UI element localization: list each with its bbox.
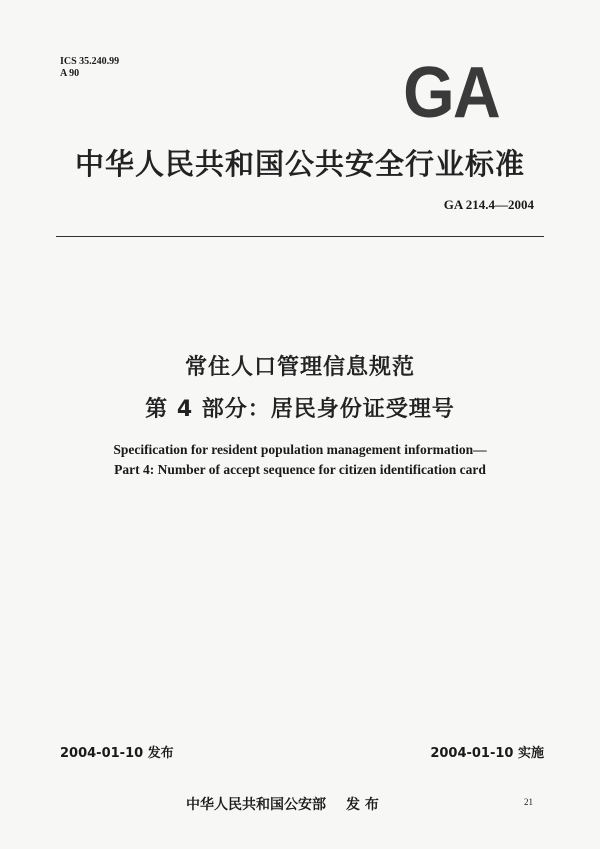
ga-logo — [392, 53, 510, 133]
page-number: 21 — [524, 797, 533, 807]
ga-logo-text: GA — [403, 53, 499, 133]
ccs-code: A 90 — [60, 68, 80, 79]
title-chinese-line1: 常住人口管理信息规范 — [184, 355, 415, 380]
standard-number: GA 214.4—2004 — [443, 197, 534, 212]
implementation-date: 2004-01-10 实施 — [430, 746, 544, 761]
title-english-line1: Specification for resident population management information— — [113, 442, 487, 457]
title-english-line2: Part 4: Number of accept sequence for citizen identification card — [114, 462, 486, 477]
issuer-name: 中华人民共和国公安部 — [186, 797, 326, 813]
ics-code: ICS 35.240.99 — [60, 56, 120, 67]
organization-title: 中华人民共和国公共安全行业标准 — [74, 147, 525, 181]
issue-word: 发 布 — [346, 797, 379, 813]
header-divider — [56, 236, 544, 237]
title-chinese-line2: 第 4 部分：居民身份证受理号 — [145, 397, 455, 422]
issuer-line — [186, 794, 379, 814]
title-english — [0, 440, 600, 480]
classification-codes — [60, 56, 119, 80]
issue-date: 2004-01-10 发布 — [60, 746, 174, 761]
